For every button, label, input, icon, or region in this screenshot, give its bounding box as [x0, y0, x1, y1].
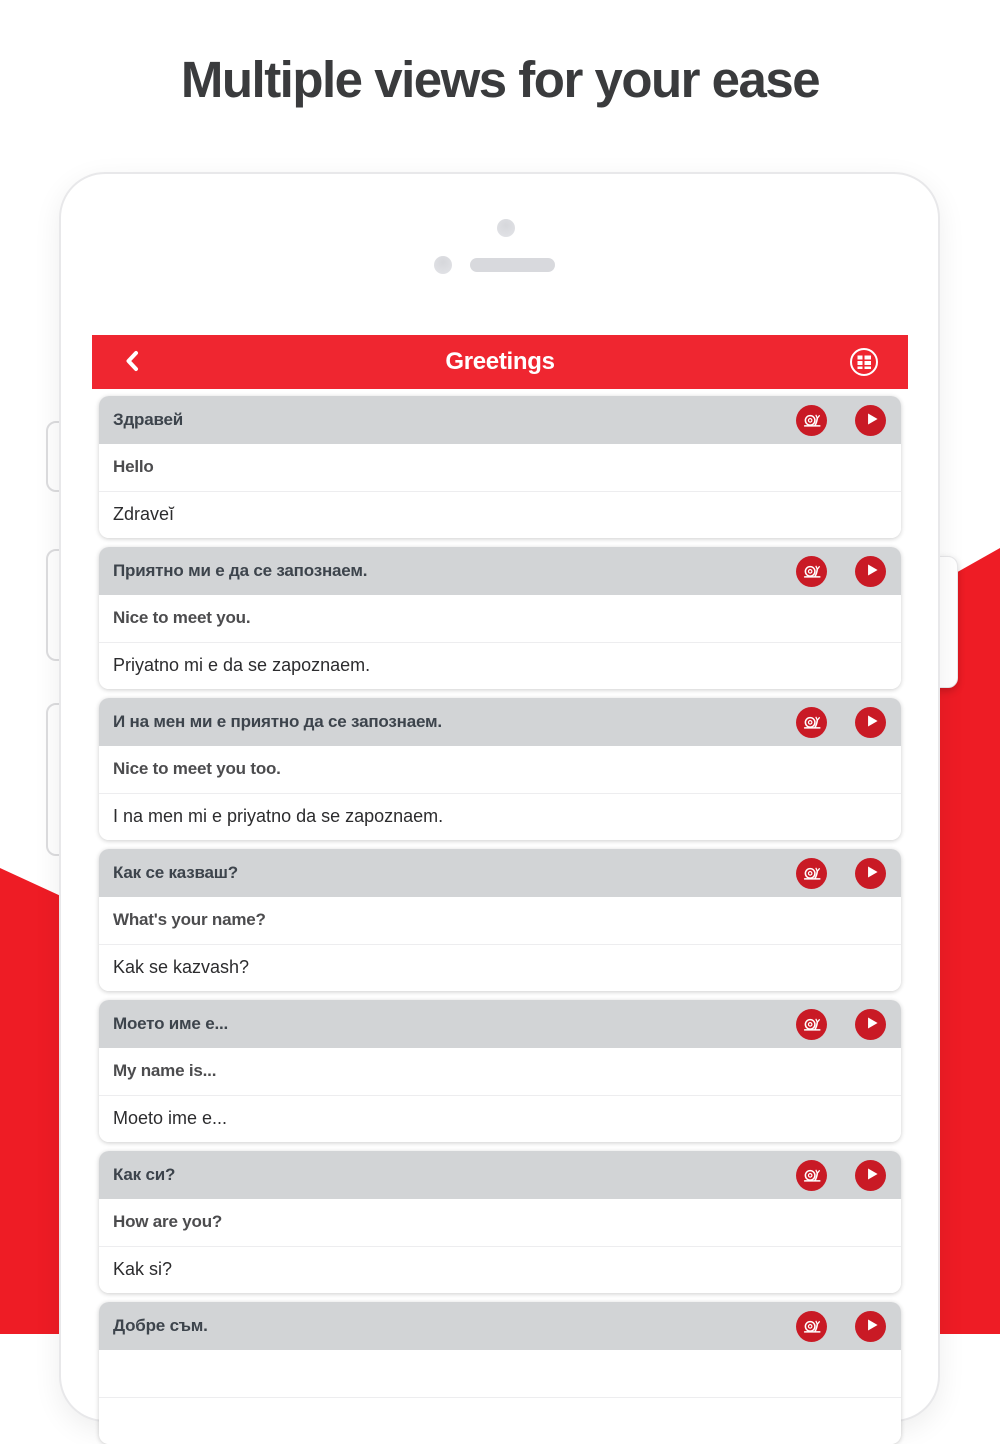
- transliteration-text: Priyatno mi e da se zapoznaem.: [113, 655, 371, 676]
- view-toggle-button[interactable]: [848, 346, 880, 378]
- play-audio-button[interactable]: [855, 405, 886, 436]
- snail-icon: [801, 710, 823, 735]
- bulgarian-text: Добре съм.: [113, 1316, 208, 1335]
- slow-audio-button[interactable]: [796, 405, 827, 436]
- english-text: How are you?: [113, 1212, 223, 1232]
- play-icon: [860, 710, 882, 735]
- slow-audio-button[interactable]: [796, 707, 827, 738]
- play-audio-button[interactable]: [855, 707, 886, 738]
- grid-list-view-icon: [848, 366, 880, 381]
- play-icon: [860, 1012, 882, 1037]
- phrase-card-header: [99, 396, 901, 444]
- phrase-card[interactable]: [99, 1000, 901, 1142]
- tablet-frame: [59, 172, 940, 1422]
- english-text: Hello: [113, 457, 154, 477]
- phrase-card-header: [99, 698, 901, 746]
- slow-audio-button[interactable]: [796, 1311, 827, 1342]
- phrase-card[interactable]: [99, 849, 901, 991]
- phrase-card[interactable]: [99, 1151, 901, 1293]
- slow-audio-button[interactable]: [796, 1009, 827, 1040]
- chevron-left-icon: [122, 350, 142, 375]
- bulgarian-text: Как си?: [113, 1165, 176, 1184]
- transliteration-text: Kak se kazvash?: [113, 957, 250, 978]
- snail-icon: [801, 1012, 823, 1037]
- english-text: Nice to meet you.: [113, 608, 251, 628]
- phrase-card[interactable]: [99, 396, 901, 538]
- slow-audio-button[interactable]: [796, 858, 827, 889]
- phrase-card-body: [99, 746, 901, 840]
- play-icon: [860, 559, 882, 584]
- phrase-card[interactable]: [99, 698, 901, 840]
- phrase-card-body: [99, 1199, 901, 1293]
- phrase-card-header: [99, 547, 901, 595]
- back-button[interactable]: [122, 335, 162, 389]
- bulgarian-text: Моето име е...: [113, 1014, 229, 1033]
- transliteration-text: Zdraveĭ: [113, 504, 175, 525]
- snail-icon: [801, 1314, 823, 1339]
- play-icon: [860, 1314, 882, 1339]
- english-text: My name is...: [113, 1061, 217, 1081]
- play-icon: [860, 408, 882, 433]
- play-audio-button[interactable]: [855, 1009, 886, 1040]
- phrase-card-body: [99, 595, 901, 689]
- camera-dot: [497, 219, 515, 237]
- slow-audio-button[interactable]: [796, 556, 827, 587]
- play-icon: [860, 1163, 882, 1188]
- app-header: [92, 335, 908, 389]
- phrase-card[interactable]: [99, 1302, 901, 1444]
- bulgarian-text: Приятно ми е да се запознаем.: [113, 561, 368, 580]
- bulgarian-text: Здравей: [113, 410, 184, 429]
- phrase-card[interactable]: [99, 547, 901, 689]
- transliteration-text: Kak si?: [113, 1259, 173, 1280]
- phrase-list: [92, 389, 908, 1444]
- snail-icon: [801, 1163, 823, 1188]
- play-audio-button[interactable]: [855, 1311, 886, 1342]
- snail-icon: [801, 861, 823, 886]
- snail-icon: [801, 559, 823, 584]
- snail-icon: [801, 408, 823, 433]
- app-screen: [92, 335, 908, 1435]
- english-text: Nice to meet you too.: [113, 759, 281, 779]
- camera-small-dot: [434, 256, 452, 274]
- phrase-card-header: [99, 1000, 901, 1048]
- play-audio-button[interactable]: [855, 1160, 886, 1191]
- phrase-card-body: [99, 1350, 901, 1444]
- page-title: Multiple views for your ease: [180, 51, 820, 108]
- play-audio-button[interactable]: [855, 556, 886, 587]
- phrase-card-header: [99, 1302, 901, 1350]
- phrase-card-body: [99, 897, 901, 991]
- app-header-title: Greetings: [445, 348, 555, 375]
- phrase-card-body: [99, 444, 901, 538]
- bulgarian-text: Как се казваш?: [113, 863, 238, 882]
- slow-audio-button[interactable]: [796, 1160, 827, 1191]
- phrase-card-header: [99, 1151, 901, 1199]
- red-background-shape-left: [0, 868, 63, 1334]
- play-icon: [860, 861, 882, 886]
- transliteration-text: Moeto ime e...: [113, 1108, 228, 1129]
- speaker-bar: [470, 258, 555, 272]
- bulgarian-text: И на мен ми е приятно да се запознаем.: [113, 712, 442, 731]
- play-audio-button[interactable]: [855, 858, 886, 889]
- english-text: What's your name?: [113, 910, 266, 930]
- transliteration-text: I na men mi e priyatno da se zapoznaem.: [113, 806, 444, 827]
- phrase-card-header: [99, 849, 901, 897]
- phrase-card-body: [99, 1048, 901, 1142]
